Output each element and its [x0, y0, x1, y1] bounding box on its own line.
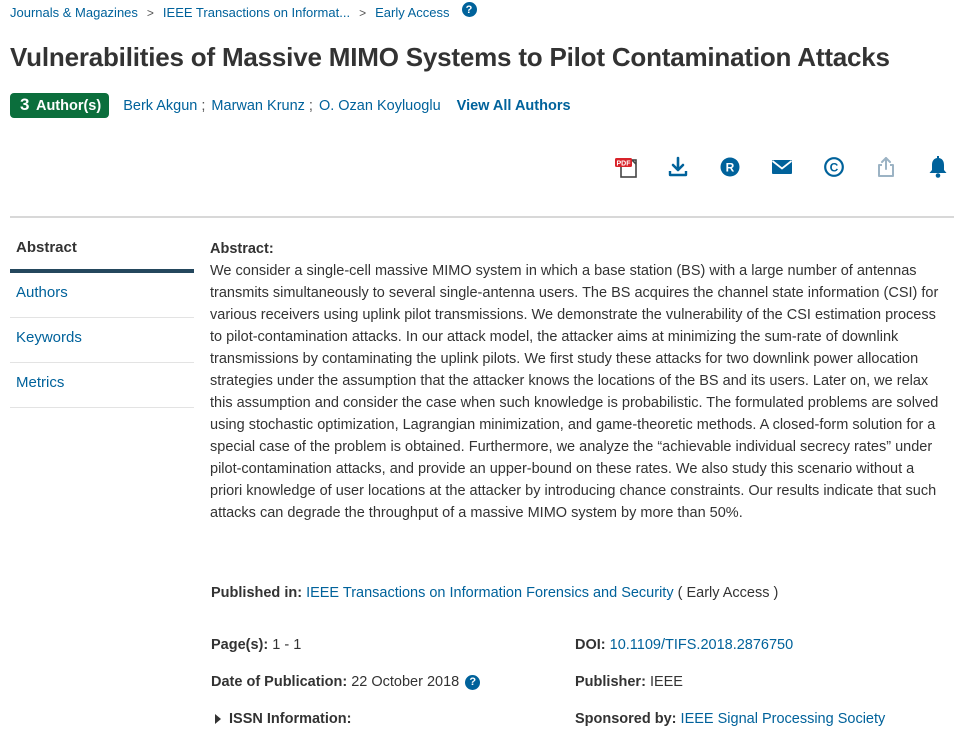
author-badge-label: Author(s)	[35, 98, 102, 114]
page-title: Vulnerabilities of Massive MIMO Systems to Pilot Contamination Attacks	[10, 42, 890, 72]
author-separator: ;	[308, 97, 313, 114]
nav-item-keywords[interactable]: Keywords	[10, 318, 194, 363]
nav-item-metrics[interactable]: Metrics	[10, 363, 194, 408]
publication-status: ( Early Access )	[677, 585, 779, 601]
rights-glyph: R	[725, 160, 735, 175]
pdf-button[interactable]	[600, 152, 652, 182]
help-icon[interactable]: ?	[462, 2, 477, 17]
copyright-button[interactable]	[808, 152, 860, 182]
breadcrumb-separator: >	[146, 5, 154, 20]
nav-item-abstract[interactable]: Abstract	[10, 228, 194, 273]
publication-date-label: Date of Publication:	[211, 674, 348, 690]
article-toolbar	[600, 152, 955, 182]
publisher-info	[575, 674, 683, 690]
author-separator: ;	[201, 97, 206, 114]
published-in-label: Published in:	[211, 585, 303, 601]
abstract-section	[210, 238, 945, 524]
pages-value: 1 - 1	[272, 637, 302, 653]
author-count-badge[interactable]	[10, 93, 109, 118]
author-count: 3	[20, 95, 30, 114]
help-icon[interactable]: ?	[465, 675, 480, 690]
published-in	[211, 585, 778, 601]
caret-right-icon	[215, 714, 221, 724]
journal-link[interactable]: IEEE Transactions on Information Forensics and Security	[306, 585, 674, 601]
issn-label: ISSN Information:	[229, 711, 352, 727]
issn-toggle[interactable]	[211, 711, 351, 727]
author-link[interactable]: O. Ozan Koyluoglu	[318, 97, 441, 114]
rights-button[interactable]	[704, 152, 756, 182]
pdf-icon	[612, 155, 640, 179]
alert-button[interactable]	[912, 152, 955, 182]
abstract-text: We consider a single-cell massive MIMO system in which a base station (BS) with a large number of antennas transmits simultaneously to several single-antenna users. The BS acquires the channel state information (CSI) for various receivers using uplink pilot transmissions. We demonstrate the vulnerability of the CSI estimation process to pilot-contamination attacks. In our attack model, the attacker aims at minimizing the sum-rate of downlink transmissions by contaminating the uplink pilots. We first study these attacks for two downlink power allocation strategies under the assumption that the attacker knows the locations of the BS and its users. Later on, we relax this assumption and consider the case when such knowledge is probabilistic. The formulated problems are solved using stochastic optimization, Lagrangian minimization, and game-theoretic methods. A closed-form solution for a special case of the problem is obtained. Furthermore, we analyze the “achievable individual secrecy rates” under pilot-contamination attacks, and provide an upper-bound on these rates. We also study this scenario without a priori knowledge of user locations at the attacker by introducing chance constraints. Our results indicate that such attacks can degrade the throughput of a massive MIMO system by more than 50%.	[210, 263, 939, 521]
header-divider	[10, 216, 954, 218]
section-nav	[10, 228, 194, 408]
download-icon	[667, 156, 689, 178]
sponsor-info	[575, 711, 885, 727]
breadcrumb-separator: >	[359, 5, 367, 20]
publication-date-info	[211, 674, 480, 690]
email-icon	[771, 158, 793, 176]
author-link[interactable]: Berk Akgun	[123, 97, 198, 114]
publisher-label: Publisher:	[575, 674, 646, 690]
publisher-value: IEEE	[649, 674, 683, 690]
copyright-icon	[823, 156, 845, 178]
alert-bell-icon	[927, 155, 949, 179]
share-icon	[875, 155, 897, 179]
view-all-authors-link[interactable]: View All Authors	[456, 97, 571, 114]
doi-info	[575, 637, 793, 653]
pages-info	[211, 637, 301, 653]
doi-link[interactable]: 10.1109/TIFS.2018.2876750	[609, 637, 794, 653]
copyright-glyph: C	[829, 160, 839, 175]
publication-date-value: 22 October 2018	[351, 674, 460, 690]
share-button[interactable]	[860, 152, 912, 182]
download-button[interactable]	[652, 152, 704, 182]
sponsor-label: Sponsored by:	[575, 711, 677, 727]
authors-row	[10, 93, 571, 118]
author-link[interactable]: Marwan Krunz	[211, 97, 305, 114]
pages-label: Page(s):	[211, 637, 269, 653]
doi-label: DOI:	[575, 637, 606, 653]
nav-item-authors[interactable]: Authors	[10, 273, 194, 318]
breadcrumb	[10, 5, 477, 20]
abstract-heading: Abstract:	[210, 241, 274, 257]
breadcrumb-journal[interactable]: IEEE Transactions on Informat...	[162, 5, 351, 20]
breadcrumb-journals-magazines[interactable]: Journals & Magazines	[10, 5, 138, 20]
rights-icon	[719, 156, 741, 178]
breadcrumb-early-access[interactable]: Early Access	[375, 5, 450, 20]
sponsor-link[interactable]: IEEE Signal Processing Society	[680, 711, 886, 727]
pdf-glyph: PDF	[616, 160, 631, 168]
email-button[interactable]	[756, 152, 808, 182]
